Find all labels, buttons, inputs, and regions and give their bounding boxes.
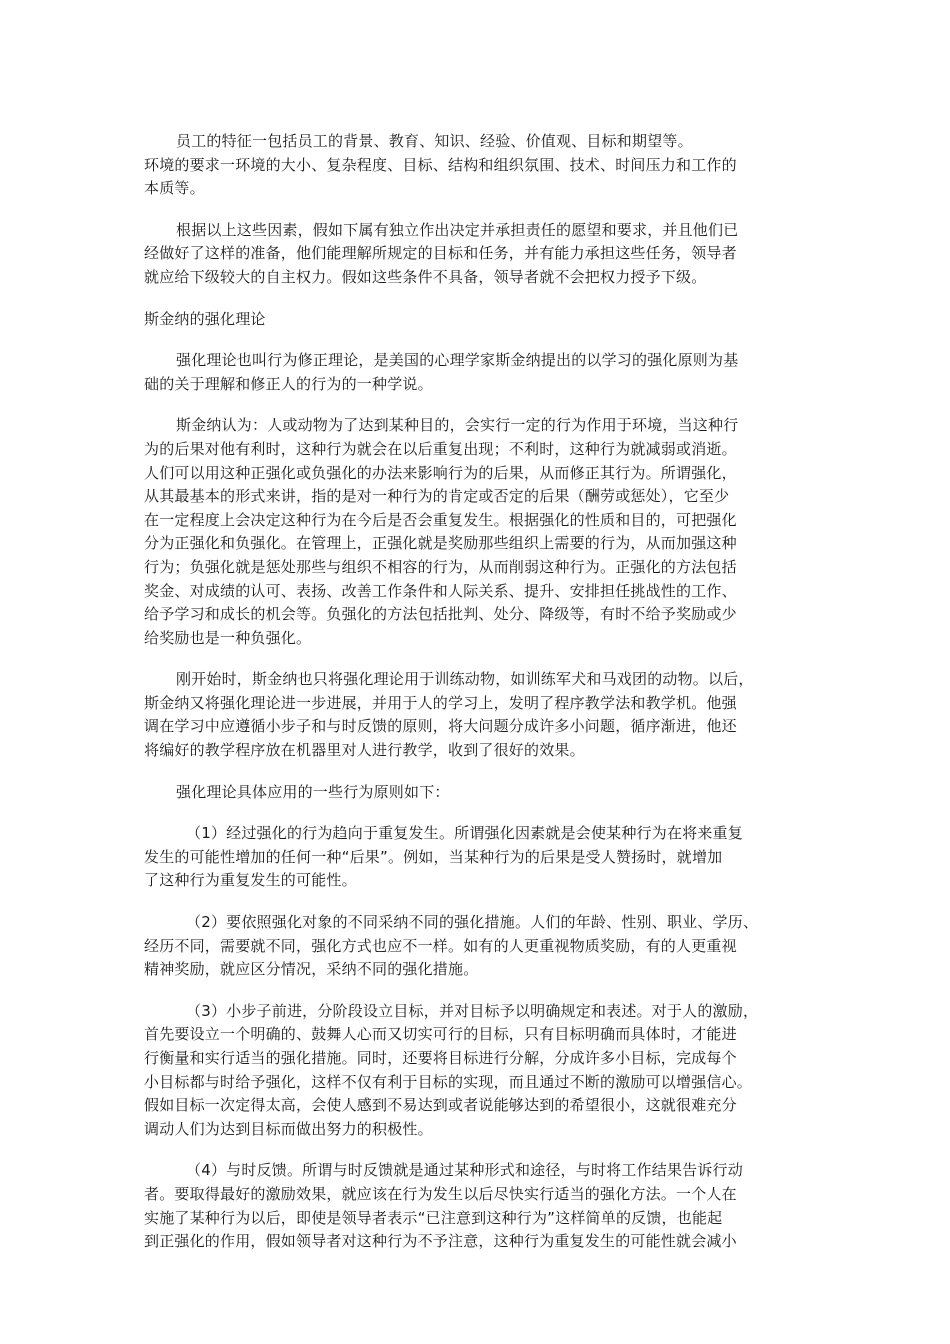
text-line: 人们可以用这种正强化或负强化的办法来影响行为的后果，从而修正其行为。所谓强化，	[144, 463, 737, 482]
principle-3	[144, 1000, 804, 1142]
paragraph-skinner-view	[144, 414, 804, 650]
text-line: 假如目标一次定得太高，会使人感到不易达到或者说能够达到的希望很小，这就很难充分	[144, 1096, 737, 1115]
text-line: 奖金、对成绩的认可、表扬、改善工作条件和人际关系、提升、安排担任挑战性的工作、	[144, 581, 737, 600]
text-line: 斯金纳认为：人或动物为了达到某种目的，会实行一定的行为作用于环境，当这种行	[176, 416, 739, 435]
text-line: 给奖励也是一种负强化。	[144, 628, 312, 647]
text-line: 为的后果对他有利时，这种行为就会在以后重复出现；不利时，这种行为就减弱或消逝。	[144, 439, 737, 458]
text-line: 经做好了这样的准备，他们能理解所规定的目标和任务，并有能力承担这些任务，领导者	[144, 244, 737, 263]
text-line: 发生的可能性增加的任何一种“后果”。例如，当某种行为的后果是受人赞扬时，就增加	[144, 847, 723, 866]
text-line: 本质等。	[144, 179, 205, 198]
principle-2	[144, 911, 804, 982]
text-line: 了这种行为重复发生的可能性。	[144, 871, 357, 890]
text-line: 实施了某种行为以后，即使是领导者表示“已注意到这种行为”这样简单的反馈，也能起	[144, 1208, 723, 1227]
text-line: 首先要设立一个明确的、鼓舞人心而又切实可行的目标，只有目标明确而具体时，才能进	[144, 1025, 737, 1044]
paragraph-history	[144, 668, 804, 762]
section-title: 斯金纳的强化理论	[144, 309, 266, 328]
text-line: 根据以上这些因素，假如下属有独立作出决定并承担责任的愿望和要求，并且他们已	[176, 220, 739, 239]
text-line: 从其最基本的形式来讲，指的是对一种行为的肯定或否定的后果（酬劳或惩处），它至少	[144, 487, 730, 506]
text-line: （2）要依照强化对象的不同采纳不同的强化措施。人们的年龄、性别、职业、学历、	[186, 913, 759, 932]
text-line: 给予学习和成长的机会等。负强化的方法包括批判、处分、降级等，有时不给予奖励或少	[144, 605, 737, 624]
principle-1	[144, 822, 804, 893]
text-line: （1）经过强化的行为趋向于重复发生。所谓强化因素就是会使某种行为在将来重复	[186, 824, 743, 843]
text-line: 行为；负强化就是惩处那些与组织不相容的行为，从而削弱这种行为。正强化的方法包括	[144, 557, 737, 576]
text-line: 在一定程度上会决定这种行为在今后是否会重复发生。根据强化的性质和目的，可把强化	[144, 510, 737, 529]
text-line: 调动人们为达到目标而做出努力的积极性。	[144, 1119, 433, 1138]
text-line: 分为正强化和负强化。在管理上，正强化就是奖励那些组织上需要的行为，从而加强这种	[144, 534, 737, 553]
text-line: 础的关于理解和修正人的行为的一种学说。	[144, 374, 433, 393]
section-heading	[144, 308, 804, 332]
text-line: 将编好的教学程序放在机器里对人进行教学，收到了很好的效果。	[144, 741, 585, 760]
text-line: 刚开始时，斯金纳也只将强化理论用于训练动物，如训练军犬和马戏团的动物。以后，	[176, 670, 754, 689]
text-line: （3）小步子前进，分阶段设立目标，并对目标予以明确规定和表述。对于人的激励，	[186, 1001, 759, 1020]
text-line: 强化理论也叫行为修正理论，是美国的心理学家斯金纳提出的以学习的强化原则为基	[176, 351, 739, 370]
text-line: 斯金纳又将强化理论进一步进展，并用于人的学习上，发明了程序教学法和教学机。他强	[144, 693, 737, 712]
text-line: 就应给下级较大的自主权力。假如这些条件不具备，领导者就不会把权力授予下级。	[144, 267, 707, 286]
text-line: 者。要取得最好的激励效果，就应该在行为发生以后尽快实行适当的强化方法。一个人在	[144, 1184, 737, 1203]
text-line: 经历不同，需要就不同，强化方式也应不一样。如有的人更重视物质奖励，有的人更重视	[144, 936, 737, 955]
text-line: （4）与时反馈。所谓与时反馈就是通过某种形式和途径，与时将工作结果告诉行动	[186, 1161, 743, 1180]
text-line: 行衡量和实行适当的强化措施。同时，还要将目标进行分解，分成许多小目标，完成每个	[144, 1049, 737, 1067]
text-line: 调在学习中应遵循小步子和与时反馈的原则，将大问题分成许多小问题，循序渐进，他还	[144, 717, 737, 736]
text-line: 强化理论具体应用的一些行为原则如下：	[176, 782, 450, 801]
paragraph-delegation	[144, 219, 804, 290]
paragraph-principles-intro	[144, 781, 804, 805]
document-page	[144, 130, 804, 1272]
principle-4	[144, 1159, 804, 1253]
paragraph-reinforcement-definition	[144, 349, 804, 396]
text-line: 员工的特征一包括员工的背景、教育、知识、经验、价值观、目标和期望等。	[176, 132, 693, 150]
text-line: 精神奖励，就应区分情况，采纳不同的强化措施。	[144, 960, 479, 979]
paragraph-employee-traits	[144, 130, 804, 201]
text-line: 环境的要求一环境的大小、复杂程度、目标、结构和组织氛围、技术、时间压力和工作的	[144, 155, 737, 174]
text-line: 小目标都与时给予强化，这样不仅有利于目标的实现，而且通过不断的激励可以增强信心。	[144, 1072, 753, 1091]
text-line: 到正强化的作用，假如领导者对这种行为不予注意，这种行为重复发生的可能性就会减小	[144, 1232, 737, 1251]
